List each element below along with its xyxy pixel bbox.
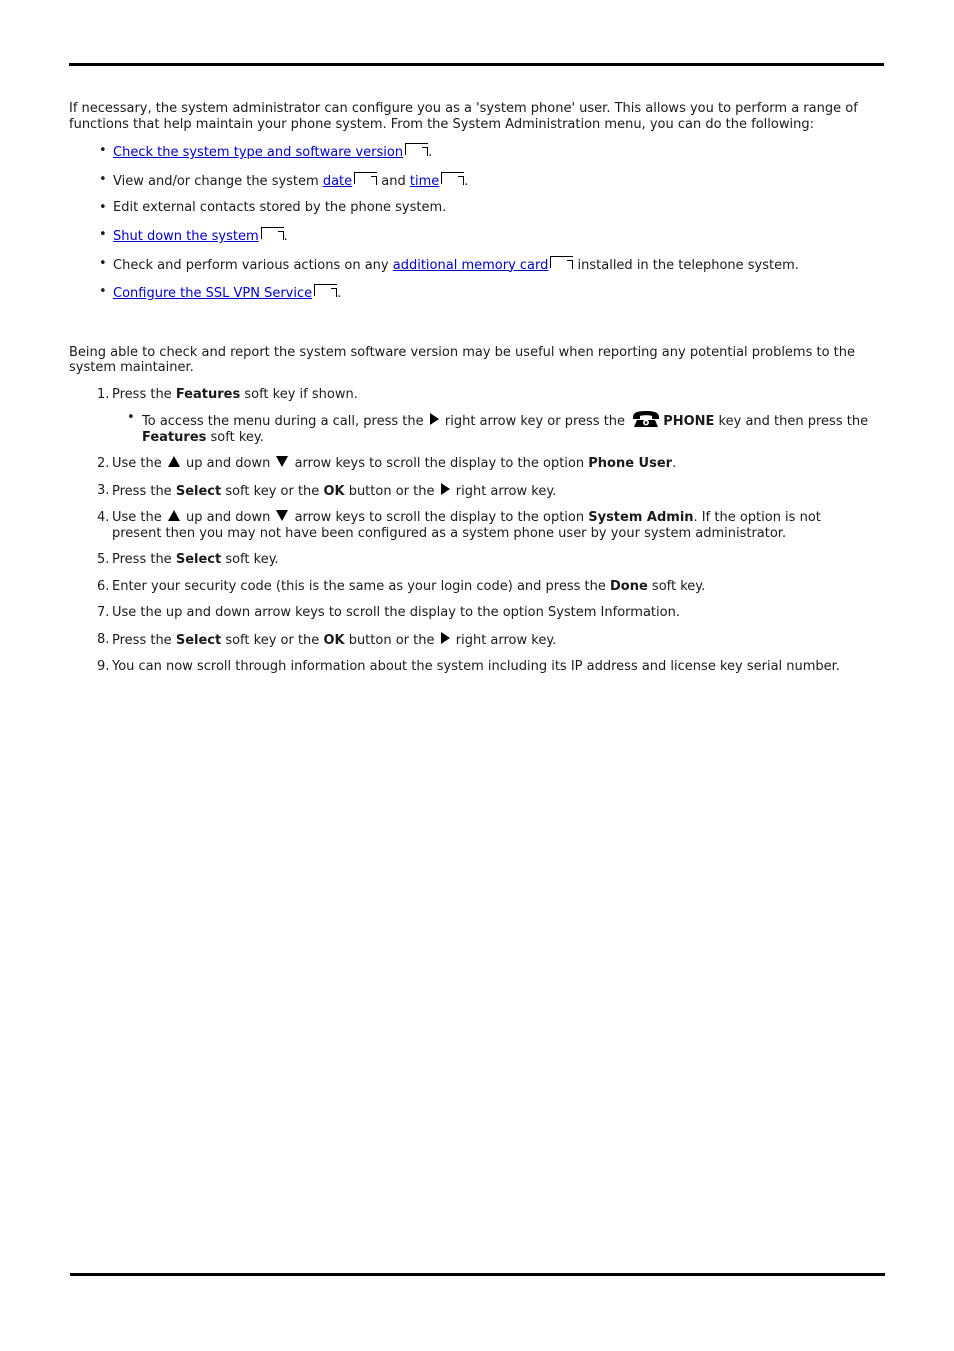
step-7: 7. Use the up and down arrow keys to scroll the display to the option System Information.	[97, 605, 680, 620]
list-item: • Configure the SSL VPN Service .	[69, 284, 869, 302]
step-4: 4. Use the up and down arrow keys to scroll the display to the option System Admin. If the option is not present then you may not have been configured as a system phone user by your system administrator.	[97, 510, 821, 541]
list-item: • View and/or change the system date and time .	[69, 172, 869, 190]
phone-icon	[631, 410, 661, 428]
up-arrow-icon	[168, 456, 180, 467]
step-5: 5. Press the Select soft key.	[97, 552, 279, 567]
jump-link-icon	[314, 284, 337, 296]
footer-rule	[70, 1273, 885, 1276]
down-arrow-icon	[276, 456, 288, 467]
ssl-vpn-link[interactable]: Configure the SSL VPN Service	[113, 286, 313, 301]
right-arrow-icon	[441, 632, 450, 644]
step-1-sub: • To access the menu during a call, press the right arrow key or press the PHONE key and then press the Features soft key.	[69, 410, 869, 445]
document-body	[69, 101, 869, 675]
jump-link-icon	[405, 143, 428, 155]
time-link[interactable]: time	[409, 173, 440, 189]
step-6: 6. Enter your security code (this is the same as your login code) and press the Done soft key.	[97, 578, 706, 594]
step-3: 3. Press the Select soft key or the OK button or the right arrow key.	[97, 482, 557, 499]
up-arrow-icon	[168, 510, 180, 521]
list-item: • Check and perform various actions on any additional memory card installed in the telephone system.	[69, 256, 869, 274]
right-arrow-icon	[441, 483, 450, 495]
memory-card-link[interactable]: additional memory card	[392, 257, 549, 273]
down-arrow-icon	[276, 510, 288, 521]
step-9: 9. You can now scroll through information about the system including its IP address and license key serial number.	[97, 659, 840, 674]
right-arrow-icon	[430, 413, 439, 425]
jump-link-icon	[441, 172, 464, 184]
intro-paragraph: If necessary, the system administrator can configure you as a 'system phone' user. This allows you to perform a range of functions that help maintain your phone system. From the System Administration menu, you can do the following:	[69, 101, 858, 132]
step-1: 1. Press the Features soft key if shown.	[97, 386, 358, 402]
step-8: 8. Press the Select soft key or the OK button or the right arrow key.	[97, 631, 557, 648]
header-rule	[69, 63, 884, 66]
list-item: • Shut down the system .	[69, 227, 869, 245]
check-system-link[interactable]: Check the system type and software version	[113, 145, 404, 160]
step-2: 2. Use the up and down arrow keys to scroll the display to the option Phone User.	[97, 456, 677, 471]
jump-link-icon	[354, 172, 377, 184]
jump-link-icon	[261, 227, 284, 239]
list-item: • Check the system type and software version .	[69, 143, 869, 161]
list-item: • Edit external contacts stored by the phone system.	[69, 200, 869, 216]
shutdown-link[interactable]: Shut down the system	[113, 229, 259, 244]
section-paragraph: Being able to check and report the system software version may be useful when reporting any potential problems to the system maintainer.	[69, 344, 856, 375]
date-link[interactable]: date	[322, 173, 353, 189]
jump-link-icon	[550, 256, 573, 268]
